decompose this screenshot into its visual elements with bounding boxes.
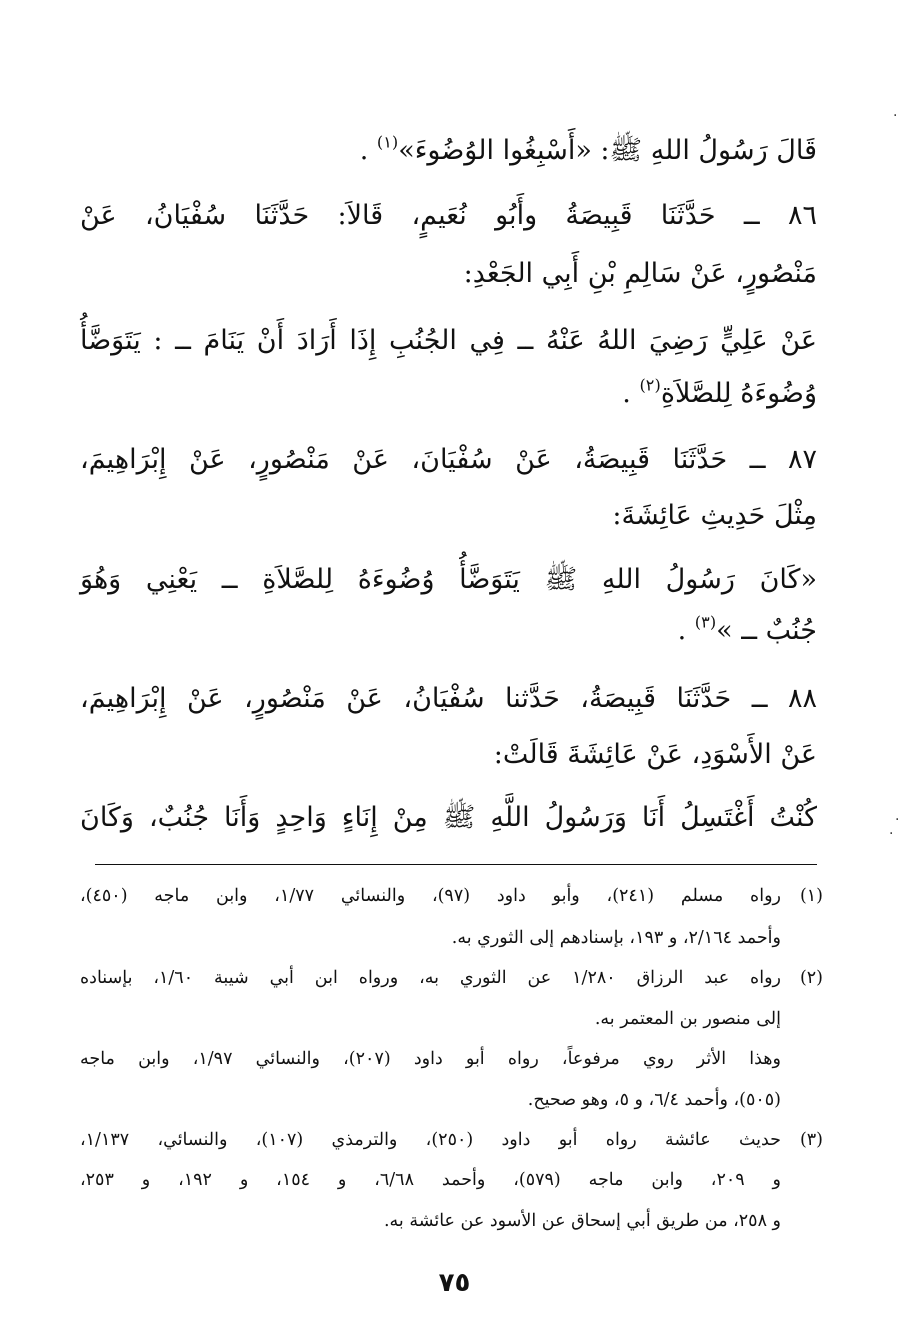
footnote-ref: (١): [376, 132, 399, 152]
footnote-number: (١): [799, 886, 823, 906]
main-line: [80, 440, 817, 480]
line-text: مَنْصُورٍ، عَنْ سَالِمِ بْنِ أَبِي الجَعْدِ:: [463, 258, 817, 289]
line-end: .: [359, 135, 377, 166]
main-line: [80, 679, 817, 719]
book-page: [80, 0, 823, 1337]
line-end: .: [622, 378, 640, 409]
footnote-line: وهذا الأثر روي مرفوعاً، رواه أبو داود (٢٠٧)، والنسائي ١/٩٧، وابن ماجه: [80, 1049, 781, 1069]
line-text: جُنُبٌ ــ »: [716, 615, 817, 646]
footnote-line: و ٢٠٩، وابن ماجه (٥٧٩)، وأحمد ٦/٦٨، و ١٥٤، و ١٩٢، و ٢٥٣،: [80, 1170, 781, 1190]
line-end: .: [677, 615, 695, 646]
main-line: [80, 798, 817, 838]
footnote-separator: [95, 864, 817, 865]
footnote-line: و ٢٥٨، من طريق أبي إسحاق عن الأسود عن عائشة به.: [383, 1211, 781, 1231]
line-text: «كَانَ رَسُولُ اللهِ ﷺ يَتَوَضَّأُ وُضُوءَهُ لِلصَّلاَةِ ــ يَعْنِي وَهُوَ: [80, 564, 817, 595]
footnote-ref: (٢): [639, 375, 661, 395]
margin-dot: ·: [895, 812, 900, 828]
line-text: ٨٦ ــ حَدَّثَنَا قَبِيصَةُ وأَبُو نُعَيمٍ، قَالاَ: حَدَّثَنَا سُفْيَانُ، عَنْ: [80, 200, 817, 231]
main-line: [80, 496, 817, 536]
line-text: كُنْتُ أَغْتَسِلُ أَنَا وَرَسُولُ اللَّهِ ﷺ مِنْ إِنَاءٍ وَاحِدٍ وَأَنَا جُنُبٌ، وَكَانَ: [80, 802, 818, 833]
line-text: وُضُوءَهُ لِلصَّلاَةِ: [660, 378, 817, 409]
footnote-line: وأحمد ٢/١٦٤، و ١٩٣، بإسنادهم إلى الثوري به.: [451, 928, 781, 948]
page-number: ٧٥: [438, 1268, 471, 1298]
footnote-line: (٥٠٥)، وأحمد ٦/٤، و ٥، وهو صحيح.: [527, 1090, 781, 1110]
main-line: [80, 196, 817, 236]
footnote-line: رواه عبد الرزاق ١/٢٨٠ عن الثوري به، ورواه ابن أبي شيبة ١/٦٠، بإسناده: [80, 968, 781, 988]
main-line: [80, 560, 817, 600]
main-line: [80, 254, 817, 294]
main-line: [80, 735, 817, 775]
footnote-line: إلى منصور بن المعتمر به.: [594, 1009, 781, 1029]
footnote-ref: (٣): [694, 612, 717, 632]
line-text: ٨٧ ــ حَدَّثَنَا قَبِيصَةُ، عَنْ سُفْيَانَ، عَنْ مَنْصُورٍ، عَنْ إِبْرَاهِيمَ،: [80, 444, 817, 475]
line-text: مِثْلَ حَدِيثِ عَائِشَةَ:: [612, 500, 817, 531]
footnote-line: رواه مسلم (٢٤١)، وأبو داود (٩٧)، والنسائي ١/٧٧، وابن ماجه (٤٥٠)،: [80, 886, 781, 906]
margin-dot: ·: [893, 108, 898, 124]
main-line: [80, 374, 817, 414]
main-line: [80, 131, 817, 171]
line-text: عَنْ الأَسْوَدِ، عَنْ عَائِشَةَ قَالَتْ:: [493, 739, 817, 770]
line-text: عَنْ عَلِيٍّ رَضِيَ اللهُ عَنْهُ ــ فِي الجُنُبِ إِذَا أَرَادَ أَنْ يَنَامَ ــ : يَتَوَضَّأُ: [80, 325, 817, 356]
line-text: ٨٨ ــ حَدَّثَنَا قَبِيصَةُ، حَدَّثنا سُفْيَانُ، عَنْ مَنْصُورٍ، عَنْ إِبْرَاهِيمَ،: [80, 683, 817, 714]
footnote-number: (٢): [799, 968, 823, 988]
main-line: [80, 321, 817, 361]
margin-dot: ·: [889, 826, 894, 842]
footnote-line: حديث عائشة رواه أبو داود (٢٥٠)، والترمذي (١٠٧)، والنسائي، ١/١٣٧،: [80, 1130, 781, 1150]
line-text: قَالَ رَسُولُ اللهِ ﷺ: «أَسْبِغُوا الوُضُوءَ»: [398, 135, 817, 166]
main-line: [80, 611, 817, 651]
footnote-number: (٣): [799, 1130, 823, 1150]
